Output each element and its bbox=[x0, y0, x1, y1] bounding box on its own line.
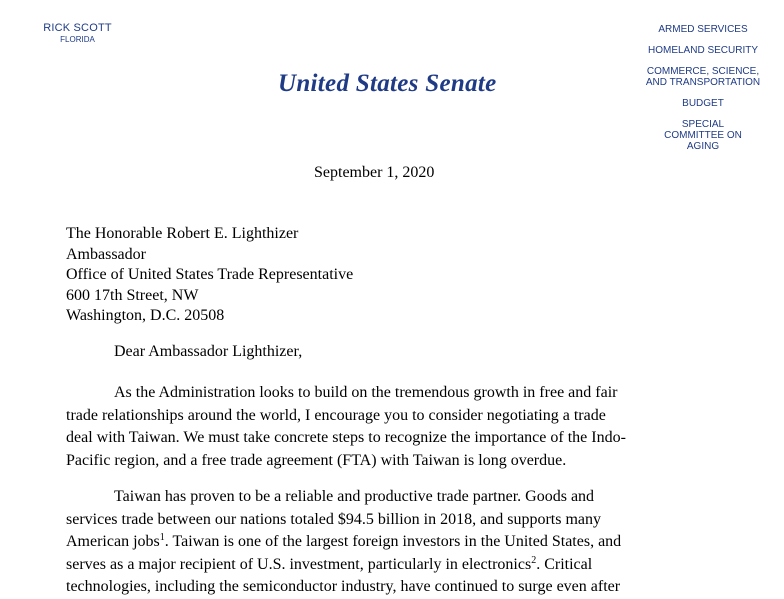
paragraph-line: services trade between our nations totaled $94.5 billion in 2018, and supports many bbox=[66, 510, 601, 528]
paragraph-line: Pacific region, and a free trade agreement (FTA) with Taiwan is long overdue. bbox=[66, 451, 567, 469]
address-line: Office of United States Trade Representative bbox=[66, 266, 354, 283]
paragraph-line: As the Administration looks to build on the tremendous growth in free and fair bbox=[114, 384, 618, 401]
paragraph-text: American jobs bbox=[66, 533, 160, 550]
footnote-marker[interactable]: 2 bbox=[531, 554, 537, 566]
recipient-address bbox=[66, 224, 353, 327]
committee-item: BUDGET bbox=[682, 98, 724, 109]
address-line: Washington, D.C. 20508 bbox=[66, 307, 225, 324]
paragraph-text: serves as a major recipient of U.S. investment, particularly in electronics bbox=[66, 555, 532, 573]
committee-list bbox=[628, 24, 778, 162]
footnote-marker[interactable]: 1 bbox=[159, 532, 165, 543]
salutation: Dear Ambassador Lighthizer, bbox=[114, 343, 303, 360]
sender-state: FLORIDA bbox=[60, 35, 95, 44]
paragraph-line: technologies, including the semiconductor industry, have continued to surge even after bbox=[66, 578, 621, 595]
body-paragraph bbox=[66, 486, 706, 599]
paragraph-line: deal with Taiwan. We must take concrete steps to recognize the importance of the Indo- bbox=[66, 429, 626, 446]
address-line: Ambassador bbox=[66, 245, 146, 263]
paragraph-line: trade relationships around the world, I encourage you to consider negotiating a trade bbox=[66, 406, 606, 424]
institution-title: United States Senate bbox=[278, 70, 497, 97]
body-paragraph bbox=[66, 382, 706, 472]
paragraph-text: . Taiwan is one of the largest foreign investors in the United States, and bbox=[164, 533, 622, 550]
sender-name: RICK SCOTT bbox=[43, 22, 112, 34]
address-line: 600 17th Street, NW bbox=[66, 286, 199, 304]
committee-item: HOMELAND SECURITY bbox=[647, 45, 758, 56]
paragraph-text: . Critical bbox=[536, 555, 593, 573]
sender-block bbox=[0, 22, 155, 44]
committee-item: SPECIAL COMMITTEE ON AGING bbox=[664, 119, 742, 152]
paragraph-line: Taiwan has proven to be a reliable and productive trade partner. Goods and bbox=[114, 488, 595, 505]
paragraph-line bbox=[66, 531, 706, 554]
letter-date: September 1, 2020 bbox=[314, 164, 435, 181]
address-line: The Honorable Robert E. Lighthizer bbox=[66, 225, 299, 242]
committee-item: ARMED SERVICES bbox=[658, 24, 748, 35]
committee-item: COMMERCE, SCIENCE, AND TRANSPORTATION bbox=[645, 66, 761, 88]
paragraph-line bbox=[66, 554, 706, 577]
